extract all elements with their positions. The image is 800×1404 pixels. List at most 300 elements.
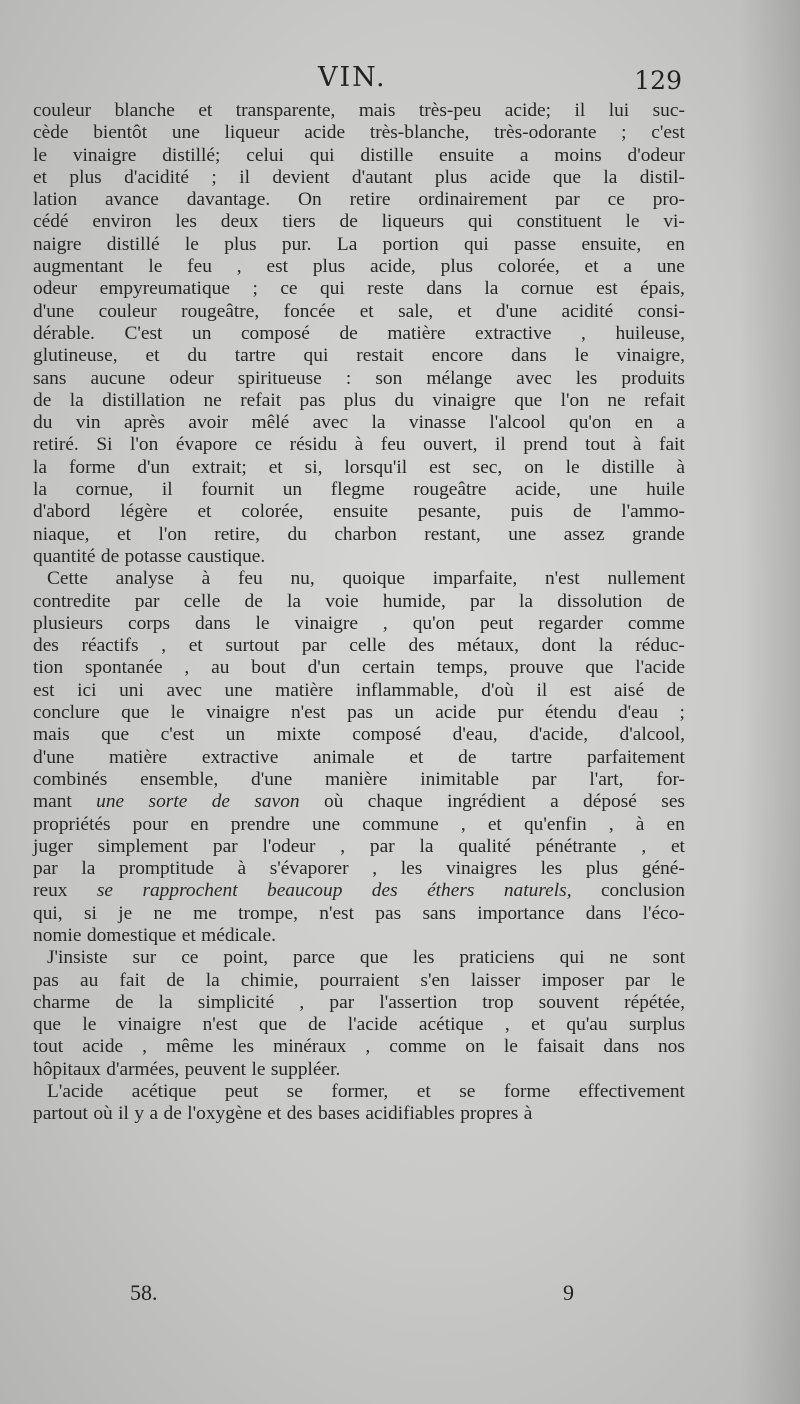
word: qu'on xyxy=(412,612,455,634)
word: imparfaite, xyxy=(432,568,518,590)
word: réduc- xyxy=(635,635,685,657)
word: le xyxy=(625,211,640,233)
word: tout xyxy=(33,1036,64,1058)
word: retiré. xyxy=(33,434,79,456)
text-line xyxy=(33,301,685,323)
word: la xyxy=(484,278,499,300)
word: acétique xyxy=(131,1081,197,1103)
word: nullement xyxy=(607,568,685,590)
word: , xyxy=(236,256,242,278)
word: animale xyxy=(313,746,375,768)
text-line xyxy=(33,992,685,1014)
word: , xyxy=(581,322,586,344)
word: matière xyxy=(275,679,334,701)
word: que xyxy=(33,1014,61,1036)
word: , xyxy=(184,657,190,679)
word: peut xyxy=(224,1081,259,1103)
word: se xyxy=(286,1081,303,1103)
word: dans xyxy=(585,902,622,924)
word: réactifs xyxy=(81,635,139,657)
word: faisait xyxy=(536,1036,585,1058)
text-line xyxy=(33,858,685,880)
word: ne xyxy=(153,902,172,924)
word: très-blanche, xyxy=(369,122,470,144)
word: colorée, xyxy=(497,256,560,278)
word: qui xyxy=(559,947,585,969)
word: prend xyxy=(523,434,568,456)
word: et xyxy=(584,256,599,278)
word: le xyxy=(170,702,185,724)
word: J'insiste xyxy=(47,947,108,969)
word: y xyxy=(134,1103,145,1125)
word: d'alcool, xyxy=(619,724,685,746)
word: les xyxy=(175,211,197,233)
word: vi- xyxy=(663,211,685,233)
text-line xyxy=(33,479,685,501)
word: d'une xyxy=(495,300,538,322)
word: suppléer. xyxy=(270,1058,341,1080)
word: dans xyxy=(603,1036,639,1058)
word: et xyxy=(416,1081,431,1103)
word: tartre xyxy=(511,746,553,768)
word: d'une xyxy=(33,300,75,322)
word: et xyxy=(670,835,685,857)
word: par xyxy=(134,590,160,612)
word: sale, xyxy=(398,300,434,322)
word: et xyxy=(487,813,502,835)
word: si xyxy=(83,902,97,924)
text-line xyxy=(33,568,685,590)
word: naigre xyxy=(33,233,82,255)
word: c'est xyxy=(651,122,685,144)
word: nu, xyxy=(290,568,315,590)
word: davantage. xyxy=(186,189,271,211)
word: sans xyxy=(33,367,67,389)
word: distil- xyxy=(639,166,685,188)
word: ici xyxy=(77,679,97,701)
text-line xyxy=(33,680,685,702)
word: d'autant xyxy=(351,166,413,188)
word: des xyxy=(286,1103,313,1125)
word: distillé xyxy=(106,233,160,255)
word: inimitable xyxy=(420,768,499,790)
word: C'est xyxy=(124,322,163,344)
word: moins xyxy=(554,144,602,166)
text-line xyxy=(33,1059,685,1081)
word: , xyxy=(382,612,388,634)
word: par xyxy=(33,858,58,880)
word: qui, xyxy=(33,902,63,924)
word: chimie, xyxy=(240,969,299,991)
page-header xyxy=(0,62,800,98)
word: à xyxy=(354,434,364,456)
word: pas xyxy=(375,902,402,924)
word: prouve xyxy=(509,657,564,679)
word: ne xyxy=(203,389,222,411)
word: qui xyxy=(463,233,489,255)
word: lation xyxy=(33,189,78,211)
word: le xyxy=(503,1036,518,1058)
word: environ xyxy=(92,211,152,233)
word: encore xyxy=(431,345,484,367)
word: très-peu xyxy=(418,100,482,121)
word: ensuite xyxy=(439,144,494,166)
word: du xyxy=(394,389,414,411)
word: empyreumatique xyxy=(99,278,230,300)
word: , xyxy=(504,1014,510,1036)
word: les xyxy=(575,367,598,389)
word: la xyxy=(603,166,618,188)
page-footer xyxy=(0,1280,800,1310)
word: pesante, xyxy=(417,501,481,523)
word: métaux, xyxy=(457,635,519,657)
word: acide, xyxy=(370,256,416,278)
word: minéraux xyxy=(273,1036,347,1058)
word: de xyxy=(166,969,185,991)
word: mêlé xyxy=(251,412,290,434)
word: à xyxy=(632,434,642,456)
word: cédé xyxy=(33,211,69,233)
running-title: VIN. xyxy=(318,62,387,93)
word: vinaigre xyxy=(72,144,137,166)
word: éthers xyxy=(427,880,475,902)
word: d'odeur xyxy=(627,144,685,166)
word: huileuse, xyxy=(615,322,685,344)
word: partout xyxy=(33,1103,88,1125)
word: acide xyxy=(489,166,531,188)
word: s'évaporer xyxy=(269,858,349,880)
word: de xyxy=(211,791,231,813)
word: le xyxy=(184,233,199,255)
word: mais xyxy=(33,724,70,746)
word: simplement xyxy=(97,835,189,857)
word: on xyxy=(524,456,544,478)
word: analyse xyxy=(115,568,174,590)
word: : xyxy=(345,367,352,389)
text-line xyxy=(33,791,685,813)
word: composé xyxy=(352,724,422,746)
word: qu'on xyxy=(569,412,612,434)
word: le xyxy=(251,1058,266,1080)
word: je xyxy=(118,902,133,924)
word: plus xyxy=(343,389,377,411)
word: le xyxy=(33,144,47,166)
word: que xyxy=(101,724,130,746)
word: d'abord xyxy=(33,501,91,523)
word: avec xyxy=(166,679,202,701)
word: extrait; xyxy=(191,456,247,478)
word: et xyxy=(181,924,196,946)
word: matière xyxy=(108,746,168,768)
word: augmentant xyxy=(33,256,124,278)
word: forme xyxy=(68,456,116,478)
word: que xyxy=(585,657,614,679)
word: pur. xyxy=(281,233,312,255)
text-line xyxy=(33,189,685,211)
word: en xyxy=(190,813,209,835)
word: évapore xyxy=(175,434,238,456)
word: la xyxy=(205,969,220,991)
word: avec xyxy=(312,412,349,434)
word: propres xyxy=(460,1103,519,1125)
word: sont xyxy=(652,947,685,969)
word: de xyxy=(458,746,477,768)
word: se xyxy=(459,1081,476,1103)
word: se xyxy=(96,880,114,902)
text-line xyxy=(33,1014,685,1036)
word: trompe, xyxy=(238,902,298,924)
word: ingrédient xyxy=(447,791,526,813)
word: et xyxy=(531,1014,546,1036)
word: prendre xyxy=(230,813,290,835)
word: l'on xyxy=(158,523,187,545)
word: tartre xyxy=(234,345,276,367)
word: surtout xyxy=(225,635,280,657)
word: chaque xyxy=(367,791,423,813)
word: parfaitement xyxy=(586,746,685,768)
word: plus xyxy=(440,256,473,278)
word: importance xyxy=(477,902,565,924)
word: feu xyxy=(237,568,263,590)
word: , xyxy=(365,1036,371,1058)
word: aisé xyxy=(613,679,645,701)
word: me xyxy=(193,902,217,924)
word: suc- xyxy=(652,100,685,121)
word: feu xyxy=(187,256,212,278)
word: avoir xyxy=(188,412,229,434)
word: former, xyxy=(331,1081,389,1103)
word: des xyxy=(408,635,435,657)
word: pour xyxy=(132,813,169,835)
text-line xyxy=(33,1081,685,1103)
word: de xyxy=(33,389,52,411)
word: couleur xyxy=(98,300,157,322)
word: d'acide, xyxy=(529,724,589,746)
word: en xyxy=(666,233,685,255)
word: odeur xyxy=(169,367,214,389)
word: mixte xyxy=(276,724,321,746)
word: cornue xyxy=(520,278,574,300)
text-line xyxy=(33,1103,685,1125)
word: le xyxy=(574,345,589,367)
word: une xyxy=(589,479,618,501)
word: a xyxy=(676,412,685,434)
text-line xyxy=(33,635,685,657)
word: la xyxy=(69,389,84,411)
gathering-mark: 9 xyxy=(563,1280,574,1305)
word: ensuite xyxy=(333,501,389,523)
word: mélange xyxy=(426,367,493,389)
word: le xyxy=(670,969,685,991)
word: le xyxy=(82,1014,97,1036)
word: l'assertion xyxy=(379,991,458,1013)
word: en xyxy=(666,813,685,835)
word: d'une xyxy=(251,768,293,790)
word: la xyxy=(598,635,613,657)
text-line xyxy=(33,234,685,256)
word: son xyxy=(375,367,403,389)
word: niaque, xyxy=(33,523,90,545)
word: commune xyxy=(362,813,439,835)
word: et xyxy=(188,635,203,657)
word: légère xyxy=(120,501,168,523)
word: d'un xyxy=(137,456,170,478)
word: vinaigre, xyxy=(616,345,685,367)
word: pénétrante xyxy=(535,835,617,857)
word: refait xyxy=(240,389,282,411)
word: distille xyxy=(601,456,655,478)
word: pas xyxy=(347,702,373,724)
word: pas xyxy=(33,969,59,991)
word: quoique xyxy=(342,568,405,590)
word: n'est xyxy=(544,568,580,590)
word: plusieurs xyxy=(33,612,104,634)
word: reux xyxy=(33,880,68,902)
word: conclusion xyxy=(600,880,685,902)
word: du xyxy=(287,523,307,545)
word: rougeâtre xyxy=(413,479,487,501)
word: plus xyxy=(585,858,619,880)
word: par xyxy=(554,189,580,211)
word: ensemble, xyxy=(140,768,219,790)
word: matière xyxy=(387,322,446,344)
word: lui xyxy=(608,100,630,121)
word: couleur xyxy=(33,100,92,121)
word: souvent xyxy=(538,991,599,1013)
word: par xyxy=(531,768,557,790)
word: constituent xyxy=(516,211,602,233)
text-line xyxy=(33,501,685,523)
word: un xyxy=(192,322,212,344)
word: l'ammo- xyxy=(621,501,685,523)
word: devient xyxy=(272,166,330,188)
word: liqueur xyxy=(224,122,280,144)
word: uni xyxy=(119,679,144,701)
word: cornue, xyxy=(75,479,134,501)
word: regarder xyxy=(538,612,603,634)
word: plus xyxy=(224,233,257,255)
word: avec xyxy=(516,367,552,389)
word: charme xyxy=(33,991,91,1013)
word: pur xyxy=(497,702,524,724)
word: il xyxy=(239,166,250,188)
word: une xyxy=(96,791,125,813)
word: bout xyxy=(251,657,286,679)
text-line xyxy=(33,167,685,189)
word: certain xyxy=(362,657,415,679)
text-line xyxy=(33,345,685,367)
word: l'art, xyxy=(589,768,624,790)
text-line xyxy=(33,434,685,456)
word: un xyxy=(394,702,414,724)
word: voie xyxy=(325,590,359,612)
word: a xyxy=(623,256,632,278)
word: effectivement xyxy=(578,1081,685,1103)
word: huile xyxy=(646,479,685,501)
word: géné- xyxy=(641,858,685,880)
word: restant, xyxy=(424,523,481,545)
word: aucune xyxy=(90,367,146,389)
word: , xyxy=(460,813,466,835)
word: manière xyxy=(325,768,388,790)
word: de xyxy=(100,545,120,567)
word: résidu xyxy=(289,434,337,456)
word: la xyxy=(371,412,386,434)
word: ; xyxy=(679,702,685,724)
word: ne xyxy=(607,389,626,411)
word: puis xyxy=(510,501,544,523)
word: à xyxy=(523,1103,533,1125)
word: praticiens xyxy=(459,947,535,969)
word: ensuite, xyxy=(581,233,642,255)
word: acide xyxy=(304,122,346,144)
word: potasse xyxy=(124,545,182,567)
word: acidité xyxy=(561,300,614,322)
word: l'alcool xyxy=(489,412,546,434)
word: spontanée xyxy=(85,657,163,679)
word: l'on xyxy=(130,434,159,456)
word: transparente, xyxy=(235,100,336,121)
word: tout xyxy=(585,434,616,456)
word: l'acide xyxy=(635,657,685,679)
word: caustique. xyxy=(187,545,266,567)
text-line xyxy=(33,814,685,836)
word: , xyxy=(299,991,305,1013)
word: d'où xyxy=(481,679,514,701)
word: et xyxy=(33,166,47,188)
word: sec, xyxy=(472,456,503,478)
word: les xyxy=(400,858,423,880)
word: des xyxy=(371,880,398,902)
word: surplus xyxy=(628,1014,685,1036)
word: promptitude xyxy=(119,858,214,880)
word: tiers xyxy=(282,211,316,233)
word: peut xyxy=(479,612,514,634)
word: retire xyxy=(349,189,391,211)
word: celle xyxy=(183,590,221,612)
word: reste xyxy=(367,278,404,300)
word: à xyxy=(635,813,645,835)
word: est xyxy=(596,278,618,300)
word: retire, xyxy=(214,523,260,545)
word: spiritueuse xyxy=(237,367,322,389)
word: une xyxy=(224,679,253,701)
word: a xyxy=(149,1103,159,1125)
word: , xyxy=(641,835,647,857)
text-line xyxy=(33,724,685,746)
word: sur xyxy=(132,947,157,969)
word: à xyxy=(676,456,685,478)
word: il xyxy=(574,100,586,121)
word: acétique xyxy=(418,1014,484,1036)
word: n'est xyxy=(290,702,326,724)
word: la xyxy=(33,479,47,501)
word: dérable. xyxy=(33,322,95,344)
word: liqueurs xyxy=(381,211,445,233)
word: blanche xyxy=(114,100,175,121)
word: produits xyxy=(621,367,685,389)
word: au xyxy=(211,657,230,679)
word: qui xyxy=(303,345,329,367)
word: fait xyxy=(119,969,146,991)
word: épais, xyxy=(640,278,685,300)
word: où xyxy=(93,1103,113,1125)
word: Cette xyxy=(47,568,88,590)
word: naturels, xyxy=(503,880,572,902)
word: par xyxy=(212,835,238,857)
word: dans xyxy=(426,278,462,300)
word: l'oxygène xyxy=(187,1103,262,1125)
